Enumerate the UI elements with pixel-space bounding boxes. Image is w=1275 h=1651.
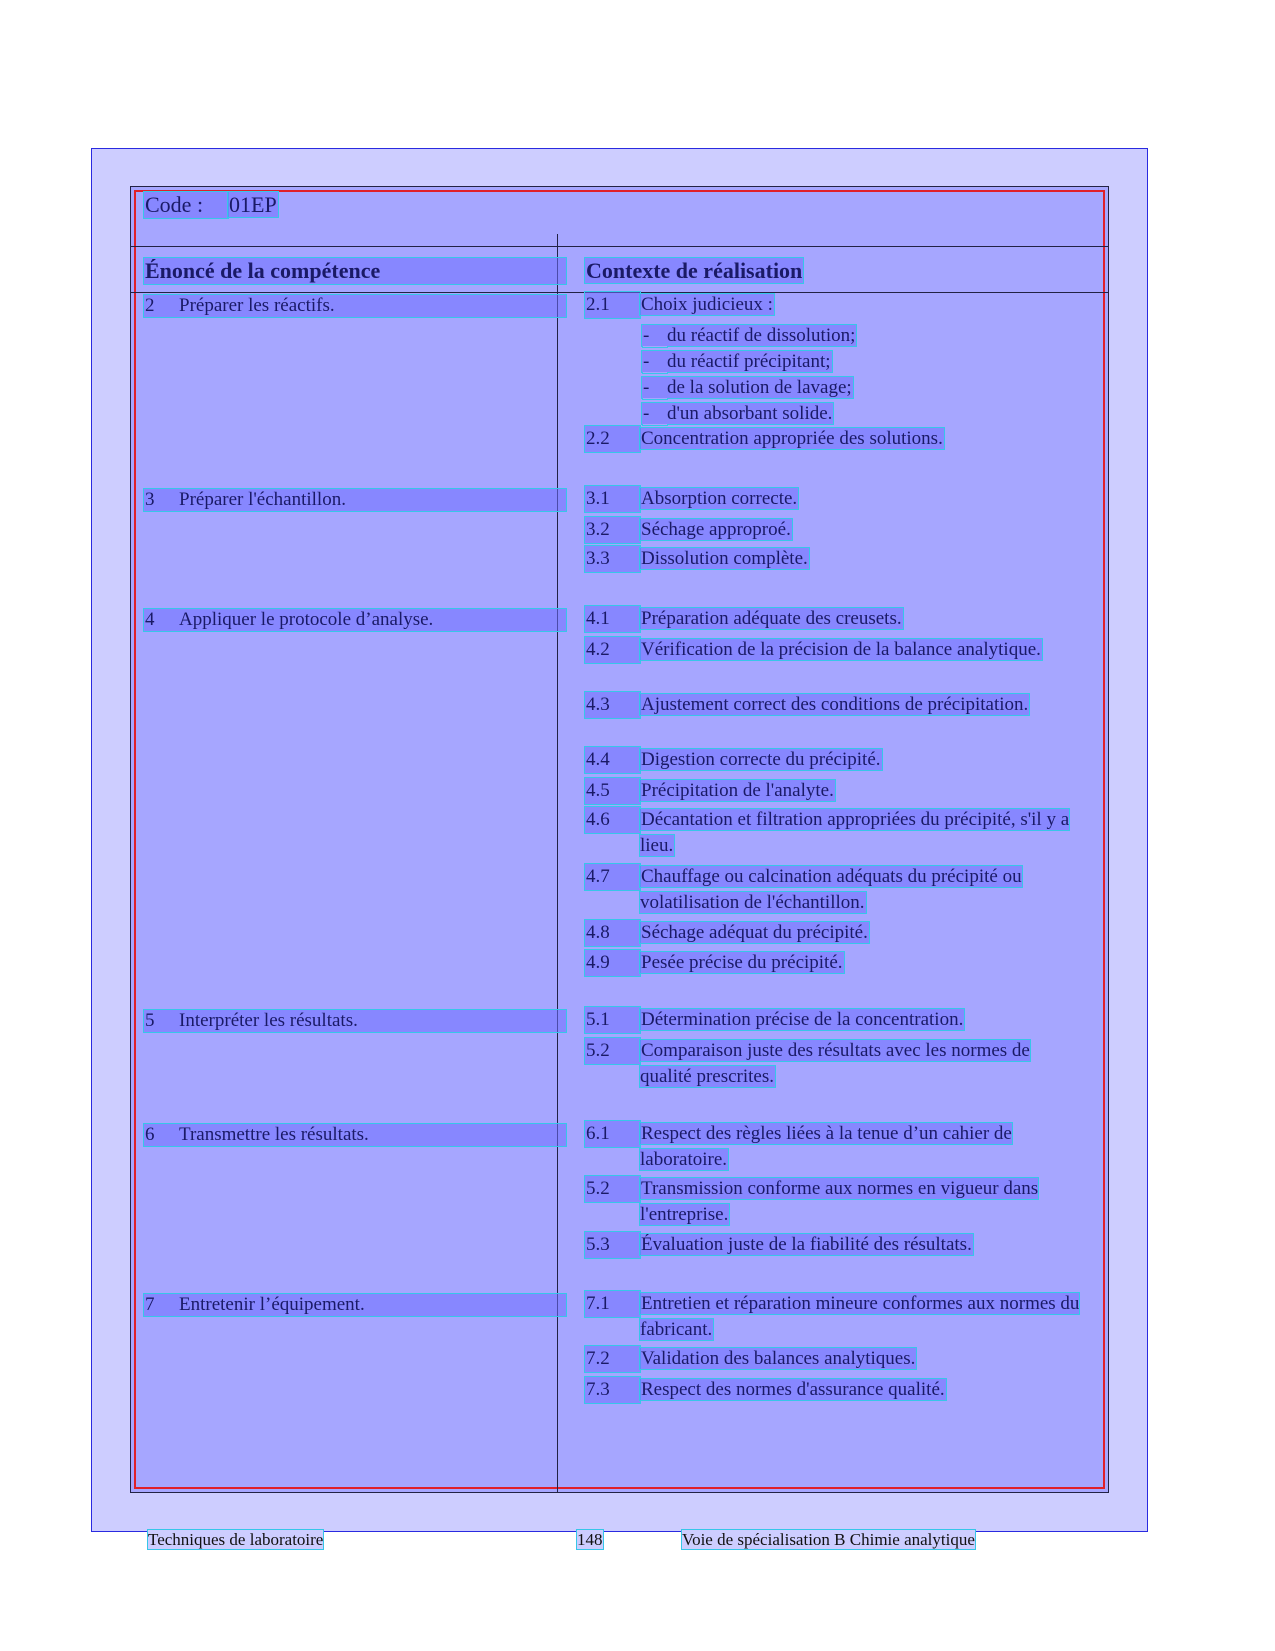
header-top-rule [130,246,1109,247]
context-item: 2.1 Choix judicieux : [585,292,1085,318]
context-item: 5.3 Évaluation juste de la fiabilité des résultats. [585,1232,1085,1258]
context-item: 4.9 Pesée précise du précipité. [585,950,1085,976]
competency-7: 7 Entretenir l’équipement. [144,1294,572,1316]
context-item: 4.2 Vérification de la précision de la balance analytique. [585,637,1085,663]
context-item: 4.8 Séchage adéquat du précipité. [585,920,1085,946]
context-item: 4.5 Précipitation de l'analyte. [585,778,1085,804]
context-item: 3.2 Séchage approproé. [585,517,1085,543]
footer-right: Voie de spécialisation B Chimie analytique [682,1530,975,1549]
context-item: 4.4 Digestion correcte du précipité. [585,747,1085,773]
context-item: 3.1 Absorption correcte. [585,486,1085,512]
code-line [144,192,278,218]
header-enonce: Énoncé de la compétence [144,258,572,284]
sub-item: - du réactif précipitant; [643,351,831,372]
sub-item: - de la solution de lavage; [643,377,852,398]
code-label: Code : [144,192,228,218]
context-item: 4.6 Décantation et filtration appropriées du précipité, s'il y a lieu. [586,809,1070,856]
competency-3: 3 Préparer l'échantillon. [144,489,572,511]
context-item: 5.2 Comparaison juste des résultats avec les normes de qualité prescrites. [586,1040,1030,1087]
sub-item: - du réactif de dissolution; [643,325,856,346]
context-item: 5.2 Transmission conforme aux normes en vigueur dans l'entreprise. [586,1178,1039,1225]
context-item: 3.3 Dissolution complète. [585,546,1085,572]
header-contexte: Contexte de réalisation [586,258,803,283]
competency-2: 2 Préparer les réactifs. [144,295,572,317]
context-item: 4.7 Chauffage ou calcination adéquats du précipité ou volatilisation de l'échantillon. [586,866,1022,913]
context-item: 2.2 Concentration appropriée des solutions. [585,426,1085,452]
context-item: 7.2 Validation des balances analytiques. [585,1346,1085,1372]
context-item: 4.3 Ajustement correct des conditions de précipitation. [585,692,1085,718]
context-item: 6.1 Respect des règles liées à la tenue d’un cahier de laboratoire. [586,1123,1012,1170]
competency-4: 4 Appliquer le protocole d’analyse. [144,609,572,631]
code-value: 01EP [229,192,277,217]
context-item: 4.1 Préparation adéquate des creusets. [585,606,1085,632]
sub-item: - d'un absorbant solide. [643,403,833,424]
context-item: 7.3 Respect des normes d'assurance qualité. [585,1377,1085,1403]
context-item: 5.1 Détermination précise de la concentration. [585,1007,1085,1033]
footer-page-number: 148 [577,1530,603,1549]
competency-5: 5 Interpréter les résultats. [144,1010,572,1032]
competency-6: 6 Transmettre les résultats. [144,1124,572,1146]
context-item: 7.1 Entretien et réparation mineure conformes aux normes du fabricant. [586,1293,1080,1340]
footer-left: Techniques de laboratoire [148,1530,324,1549]
